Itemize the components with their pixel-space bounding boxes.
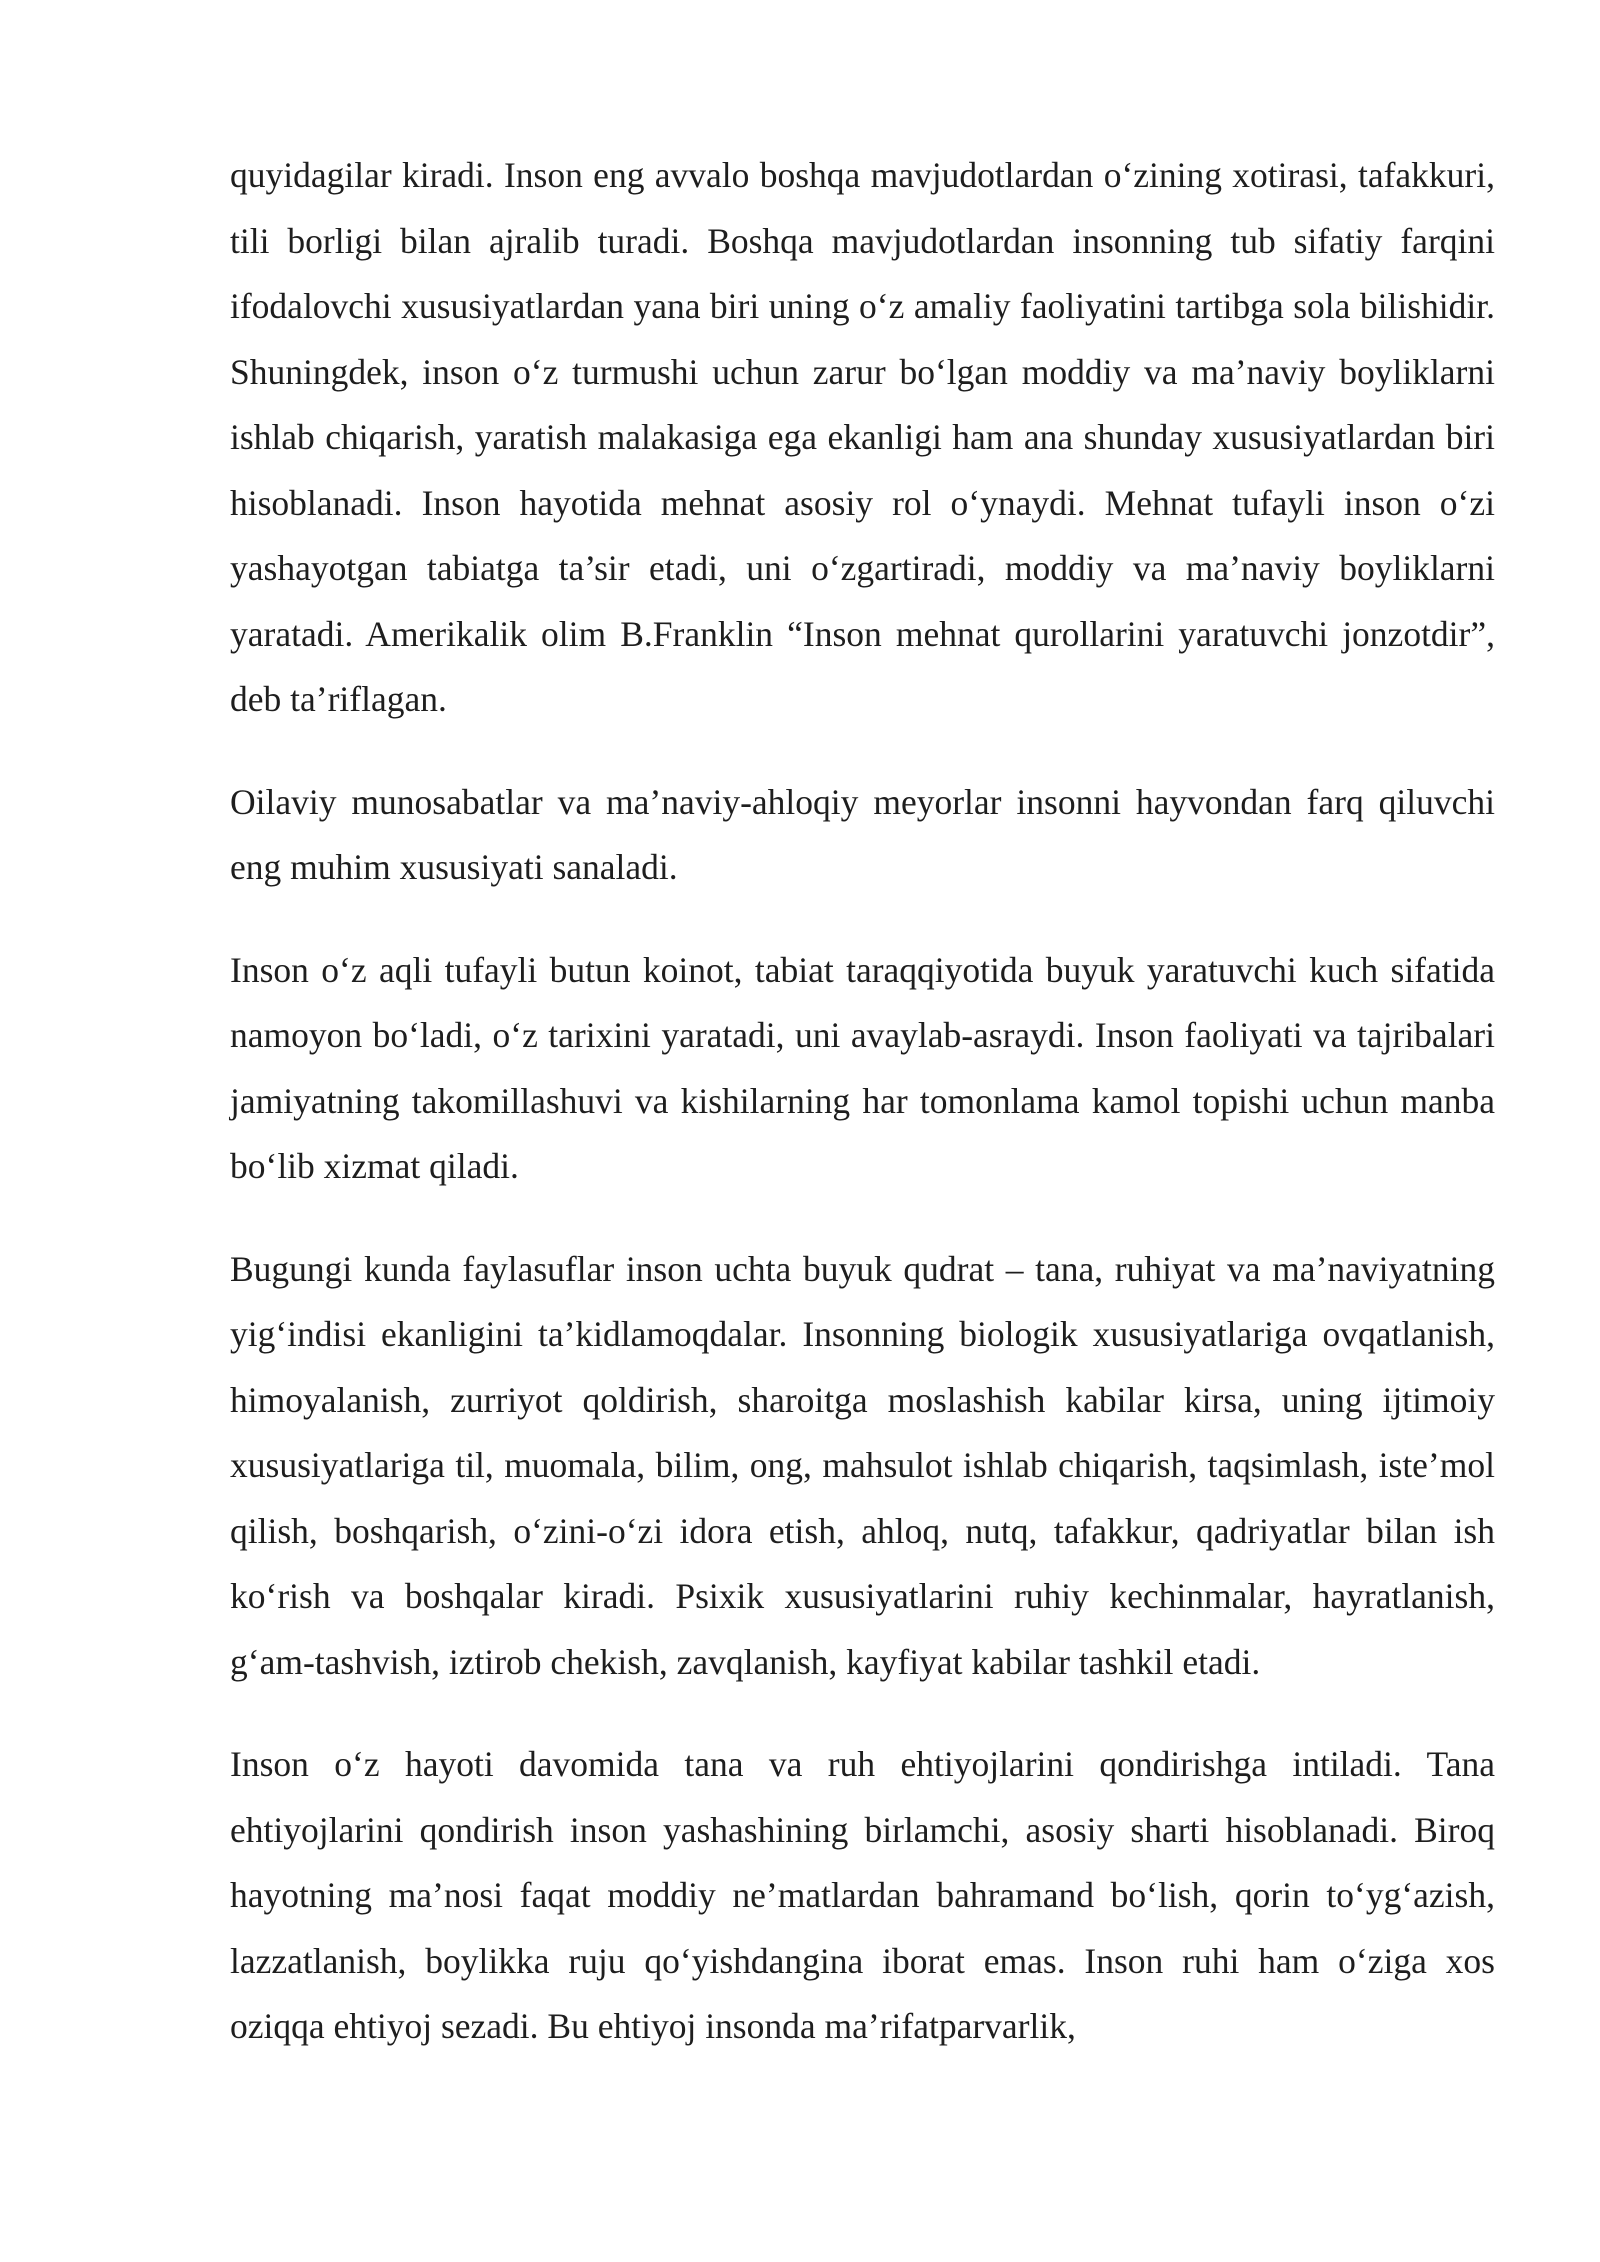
paragraph: Inson o‘z aqli tufayli butun koinot, tabiat taraqqiyotida buyuk yaratuvchi kuch sifatida namoyon bo‘ladi, o‘z tarixini yaratadi, uni avaylab-asraydi. Inson faoliyati va tajribalari jamiyatning takomillashuvi va kishilarning har tomonlama kamol topishi uchun manba bo‘lib xizmat qiladi. — [230, 949, 1495, 1186]
paragraph: quyidagilar kiradi. Inson eng avvalo boshqa mavjudotlardan o‘zining xotirasi, tafakkuri, tili borligi bilan ajralib turadi. Boshqa mavjudotlardan insonning tub sifatiy farqini ifodalovchi xususiyatlardan yana biri uning o‘z amaliy faoliyatini tartibga sola bilishidir. Shuningdek, inson o‘z turmushi uchun zarur bo‘lgan moddiy va ma’naviy boyliklarni ishlab chiqarish, yaratish malakasiga ega ekanligi ham ana shunday xususiyatlardan biri hisoblanadi. Inson hayotida mehnat asosiy rol o‘ynaydi. Mehnat tufayli inson o‘zi yashayotgan tabiatga ta’sir etadi, uni o‘zgartiradi, moddiy va ma’naviy boyliklarni yaratadi. Amerikalik olim B.Franklin “Inson mehnat qurollarini yaratuvchi jonzotdir”, deb ta’riflagan. — [230, 155, 1495, 719]
paragraph: Oilaviy munosabatlar va ma’naviy-ahloqiy meyorlar insonni hayvondan farq qiluvchi eng muhim xususiyati sanaladi. — [230, 781, 1495, 887]
document-body — [230, 143, 1495, 2097]
paragraph: Bugungi kunda faylasuflar inson uchta buyuk qudrat – tana, ruhiyat va ma’naviyatning yig‘indisi ekanligini ta’kidlamoqdalar. Insonning biologik xususiyatlariga ovqatlanish, himoyalanish, zurriyot qoldirish, sharoitga moslashish kabilar kirsa, uning ijtimoiy xususiyatlariga til, muomala, bilim, ong, mahsulot ishlab chiqarish, taqsimlash, iste’mol qilish, boshqarish, o‘zini-o‘zi idora etish, ahloq, nutq, tafakkur, qadriyatlar bilan ish ko‘rish va boshqalar kiradi. Psixik xususiyatlarini ruhiy kechinmalar, hayratlanish, g‘am-tashvish, iztirob chekish, zavqlanish, kayfiyat kabilar tashkil etadi. — [230, 1248, 1495, 1682]
paragraph: Inson o‘z hayoti davomida tana va ruh ehtiyojlarini qondirishga intiladi. Tana ehtiyojlarini qondirish inson yashashining birlamchi, asosiy sharti hisoblanadi. Biroq hayotning ma’nosi faqat moddiy ne’matlardan bahramand bo‘lish, qorin to‘yg‘azish, lazzatlanish, boylikka ruju qo‘yishdangina iborat emas. Inson ruhi ham o‘ziga xos oziqqa ehtiyoj sezadi. Bu ehtiyoj insonda ma’rifatparvarlik, — [230, 1744, 1495, 2046]
